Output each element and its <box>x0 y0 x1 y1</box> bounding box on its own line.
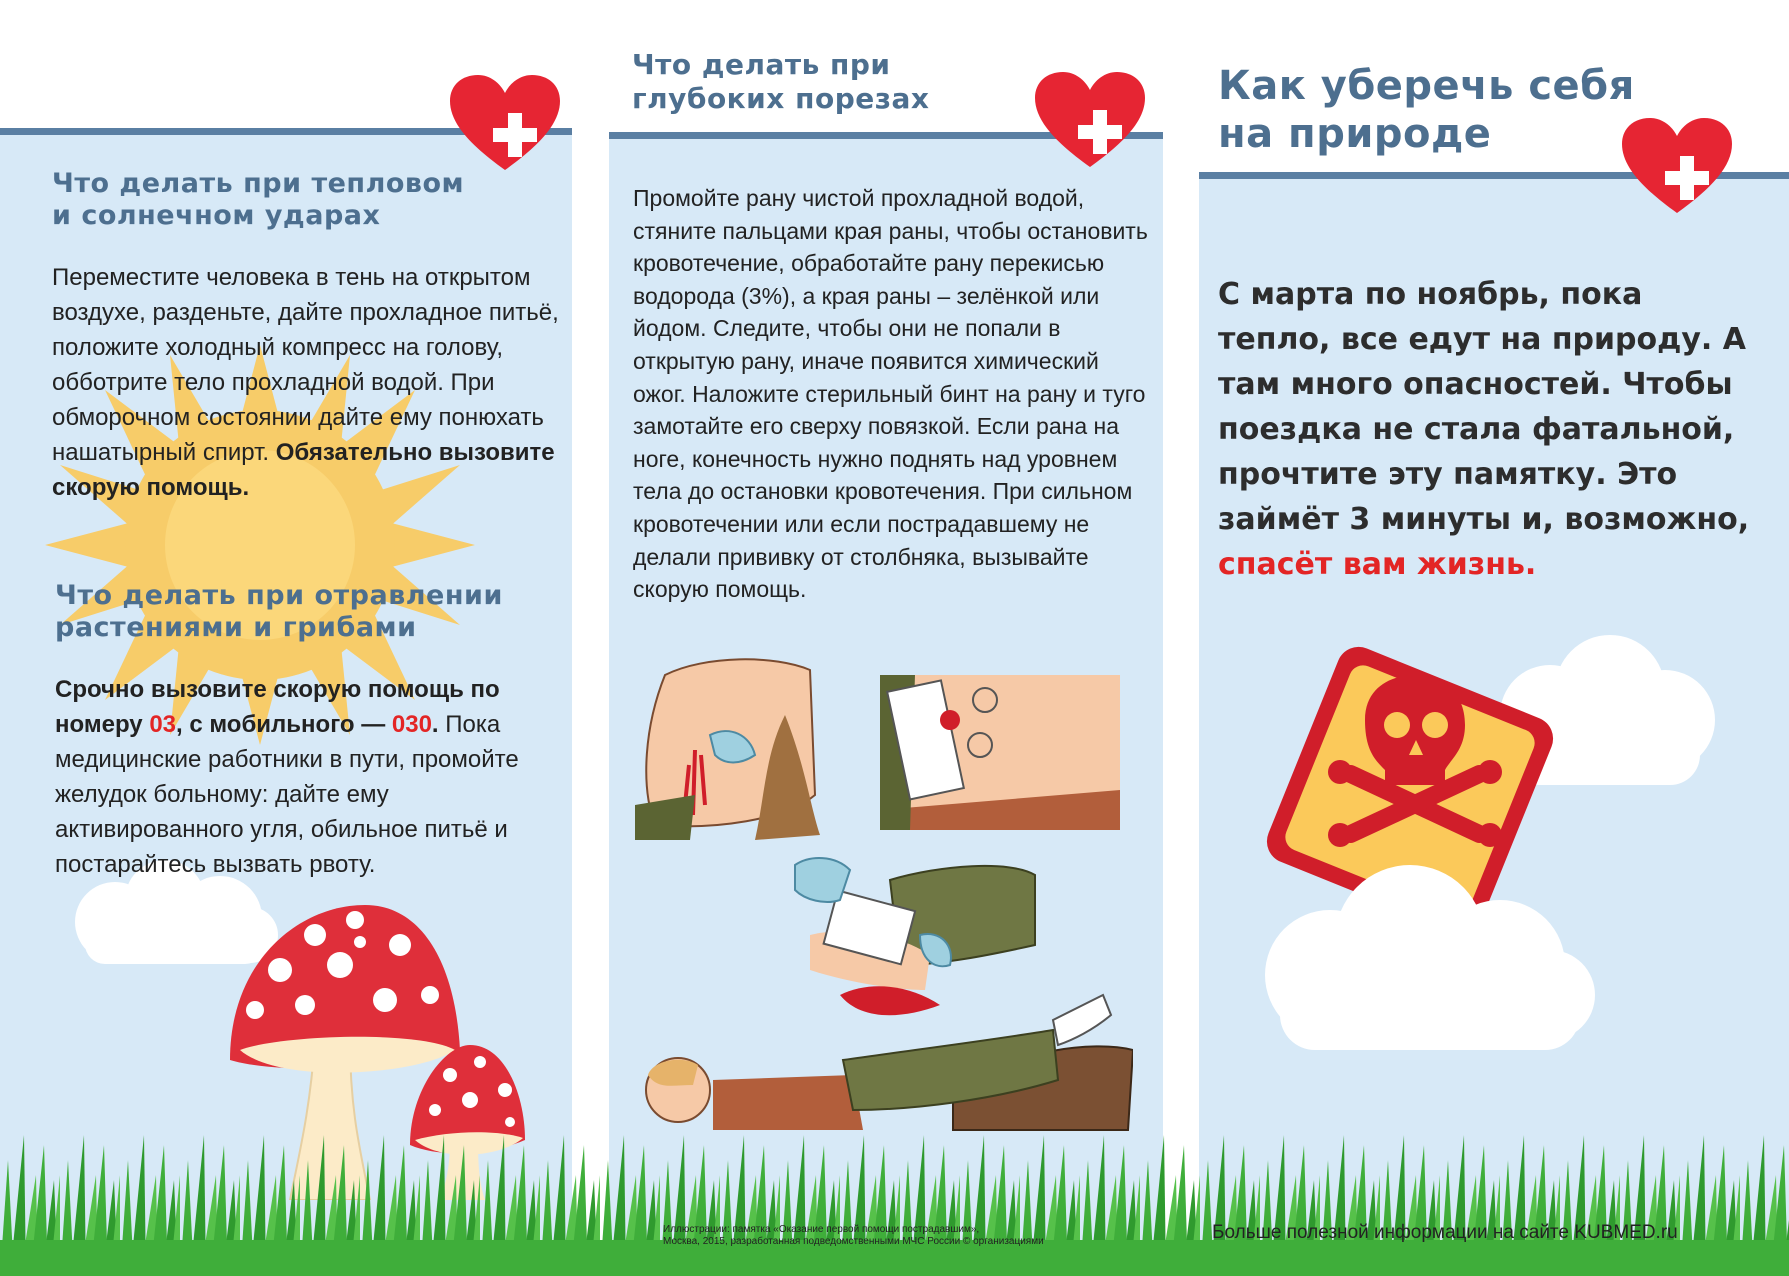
heading-heatstroke: Что делать при тепловом и солнечном ударах <box>52 168 465 232</box>
heart-cross-icon <box>450 75 560 175</box>
poisoning-call-2: , с мобильного — <box>176 711 392 738</box>
deep-cuts-text: Промойте рану чистой прохладной водой, стяните пальцами края раны, чтобы остановить кровотечение, обработайте рану перекисью водорода (3%), а края раны – зелёнкой или йодом. Следите, чтобы они не попали в открытую рану, иначе появится химический ожог. Наложите стерильный бинт на рану и туго замотайте его сверху повязкой. Если рана на ноге, конечность нужно поднять над уровнем тела до остановки кровотечения. При сильном кровотечении или если пострадавшему не делали прививку от столбняка, вызывайте скорую помощь. <box>633 185 1148 603</box>
poisoning-call-3: . <box>431 711 439 738</box>
first-aid-illustration-chest-icon <box>635 655 820 840</box>
first-aid-illustration-lying-person-icon <box>633 990 1133 1140</box>
heart-cross-icon <box>1622 118 1732 218</box>
poisoning-instructions: Пока медицинские работники в пути, промойте желудок больному: дайте ему активированного угля, обильное питьё и постарайтесь вызвать рвоту. <box>55 711 519 878</box>
first-aid-illustration-face-icon <box>880 650 1120 830</box>
intro-main: С марта по ноябрь, пока тепло, все едут на природу. А там много опасностей. Чтобы поездка не стала фатальной, прочтите эту памятку. Это займёт 3 минуты и, возможно, <box>1218 277 1750 537</box>
heart-cross-icon <box>1035 72 1145 172</box>
page-title: Как уберечь себя на природе <box>1218 63 1635 157</box>
illustration-credits: Иллюстрации: памятка «Оказание первой помощи пострадавшим», Москва, 2015, разработанная подведомственными МЧС России © организациями <box>663 1224 1044 1247</box>
emergency-number-030: 030 <box>391 711 432 738</box>
intro-text <box>1218 272 1758 587</box>
poisoning-call-1: Срочно вызовите скорую помощь по номеру <box>55 676 500 738</box>
heading-deep-cuts: Что делать при глубоких порезах <box>632 48 930 115</box>
intro-save-life: спасёт вам жизнь. <box>1218 547 1537 582</box>
poisoning-text <box>55 672 560 882</box>
cloud-icon <box>1250 855 1600 1050</box>
emergency-number-03: 03 <box>149 711 177 738</box>
heatstroke-instructions: Переместите человека в тень на открытом воздухе, разденьте, дайте прохладное питьё, положите холодный компресс на голову, обботрите тело прохладной водой. При обморочном состоянии дайте ему понюхать нашатырный спирт. <box>52 264 559 466</box>
heatstroke-call-ambulance: Обязательно вызовите скорую помощь. <box>52 439 555 501</box>
grass-icon <box>0 1120 1789 1276</box>
heading-poisoning: Что делать при отравлении растениями и грибами <box>55 580 503 644</box>
heatstroke-text <box>52 260 562 505</box>
website-link-text[interactable]: Больше полезной информации на сайте KUBMED.ru <box>1212 1222 1678 1243</box>
